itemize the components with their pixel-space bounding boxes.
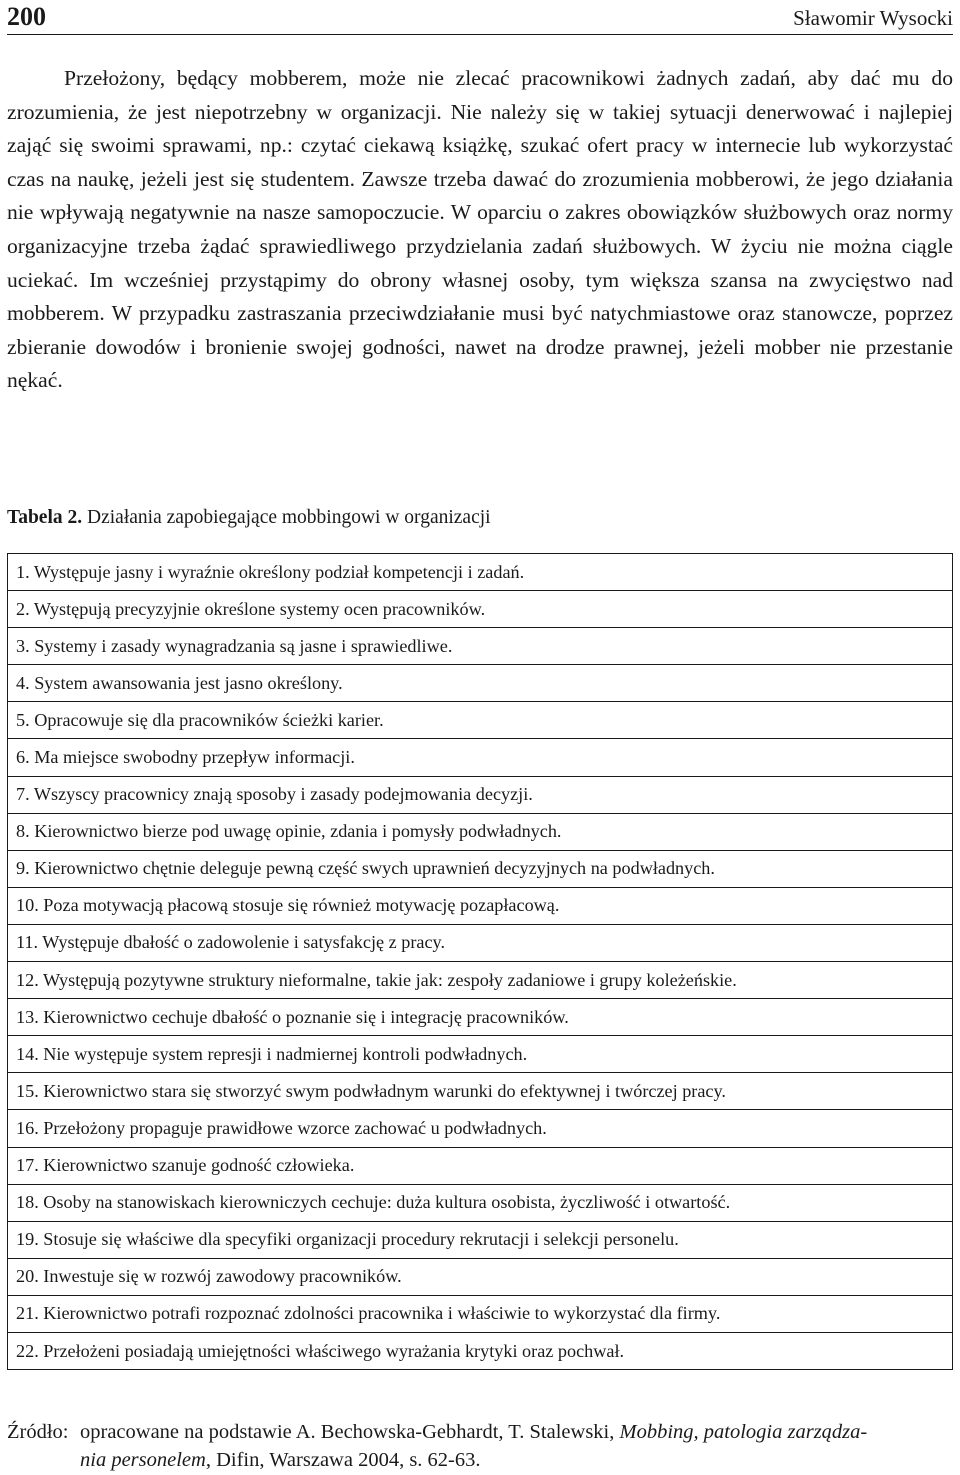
table-cell: 17. Kierownictwo szanuje godność człowieka.	[8, 1147, 953, 1184]
table-row	[8, 924, 953, 961]
table-row	[8, 1258, 953, 1295]
table-row	[8, 1147, 953, 1184]
source-second-line	[7, 1446, 953, 1474]
table-row	[8, 850, 953, 887]
table-caption-label: Tabela 2.	[7, 507, 83, 528]
table-cell: 2. Występują precyzyjnie określone systemy ocen pracowników.	[8, 591, 953, 628]
table-cell: 14. Nie występuje system represji i nadmiernej kontroli podwładnych.	[8, 1036, 953, 1073]
body-paragraph: Przełożony, będący mobberem, może nie zlecać pracownikowi żadnych zadań, aby dać mu do zrozumienia, że jest niepotrzebny w organizacji. Nie należy się w takiej sytuacji denerwować i najlepiej zająć się swoimi sprawami, np.: czytać ciekawą książkę, szukać ofert pracy w internecie lub wykorzystać czas na naukę, jeżeli jest się studentem. Zawsze trzeba dawać do zrozumienia mobberowi, że jego działania nie wpływają negatywnie na nasze samopoczucie. W oparciu o zakres obowiązków służbowych oraz normy organizacyjne trzeba żądać sprawiedliwego przydzielania zadań służbowych. W życiu nie można ciągle uciekać. Im wcześniej przystąpimy do obrony własnej osoby, tym większa szansa na zwycięstwo nad mobberem. W przypadku zastraszania przeciwdziałanie musi być natychmiastowe oraz stanowcze, poprzez zbieranie dowodów i bronienie swojej godności, nawet na drodze prawnej, jeżeli mobber nie przestanie nękać.	[7, 66, 953, 393]
table-row	[8, 999, 953, 1036]
source-title-part1: Mobbing, patologia zarządza-	[619, 1421, 868, 1443]
table-row	[8, 962, 953, 999]
measures-table	[7, 553, 953, 1370]
table-row	[8, 776, 953, 813]
table-row	[8, 1184, 953, 1221]
table-cell: 19. Stosuje się właściwe dla specyfiki organizacji procedury rekrutacji i selekcji personelu.	[8, 1221, 953, 1258]
table-cell: 12. Występują pozytywne struktury nieformalne, takie jak: zespoły zadaniowe i grupy koleżeńskie.	[8, 962, 953, 999]
page-header	[7, 0, 953, 35]
source-text: opracowane na podstawie A. Bechowska-Gebhardt, T. Stalewski,	[80, 1421, 620, 1443]
table-row	[8, 702, 953, 739]
table-row	[8, 591, 953, 628]
table-row	[8, 1073, 953, 1110]
table-cell: 18. Osoby na stanowiskach kierowniczych cechuje: duża kultura osobista, życzliwość i otwartość.	[8, 1184, 953, 1221]
table-cell: 4. System awansowania jest jasno określony.	[8, 665, 953, 702]
table-cell: 13. Kierownictwo cechuje dbałość o poznanie się i integrację pracowników.	[8, 999, 953, 1036]
table-row	[8, 554, 953, 591]
table-cell: 21. Kierownictwo potrafi rozpoznać zdolności pracownika i właściwie to wykorzystać dla firmy.	[8, 1295, 953, 1332]
table-cell: 3. Systemy i zasady wynagradzania są jasne i sprawiedliwe.	[8, 628, 953, 665]
table-cell: 6. Ma miejsce swobodny przepływ informacji.	[8, 739, 953, 776]
table-row	[8, 813, 953, 850]
running-head-author: Sławomir Wysocki	[793, 6, 953, 30]
table-row	[8, 628, 953, 665]
table-row	[8, 1295, 953, 1332]
page-number: 200	[7, 2, 46, 31]
table-cell: 9. Kierownictwo chętnie deleguje pewną część swych uprawnień decyzyjnych na podwładnych.	[8, 850, 953, 887]
table-caption-text: Działania zapobiegające mobbingowi w organizacji	[87, 507, 491, 528]
table-row	[8, 1332, 953, 1369]
table-cell: 22. Przełożeni posiadają umiejętności właściwego wyrażania krytyki oraz pochwał.	[8, 1332, 953, 1369]
table-cell: 8. Kierownictwo bierze pod uwagę opinie, zdania i pomysły podwładnych.	[8, 813, 953, 850]
table-row	[8, 1036, 953, 1073]
table-caption	[7, 507, 491, 529]
table-row	[8, 1221, 953, 1258]
table-cell: 7. Wszyscy pracownicy znają sposoby i zasady podejmowania decyzji.	[8, 776, 953, 813]
table-row	[8, 887, 953, 924]
table-row	[8, 739, 953, 776]
source-title-part2: nia personelem	[80, 1449, 206, 1471]
source-publisher: , Difin, Warszawa 2004, s. 62-63.	[205, 1449, 481, 1471]
table-cell: 1. Występuje jasny i wyraźnie określony podział kompetencji i zadań.	[8, 554, 953, 591]
table-cell: 5. Opracowuje się dla pracowników ścieżki karier.	[8, 702, 953, 739]
table-cell: 20. Inwestuje się w rozwój zawodowy pracowników.	[8, 1258, 953, 1295]
table-row	[8, 665, 953, 702]
table-cell: 11. Występuje dbałość o zadowolenie i satysfakcję z pracy.	[8, 924, 953, 961]
table-cell: 15. Kierownictwo stara się stworzyć swym podwładnym warunki do efektywnej i twórczej pracy.	[8, 1073, 953, 1110]
source-label: Źródło:	[7, 1421, 69, 1443]
table-cell: 16. Przełożony propaguje prawidłowe wzorce zachować u podwładnych.	[8, 1110, 953, 1147]
source-note	[7, 1418, 953, 1474]
table-cell: 10. Poza motywacją płacową stosuje się również motywację pozapłacową.	[8, 887, 953, 924]
table-row	[8, 1110, 953, 1147]
